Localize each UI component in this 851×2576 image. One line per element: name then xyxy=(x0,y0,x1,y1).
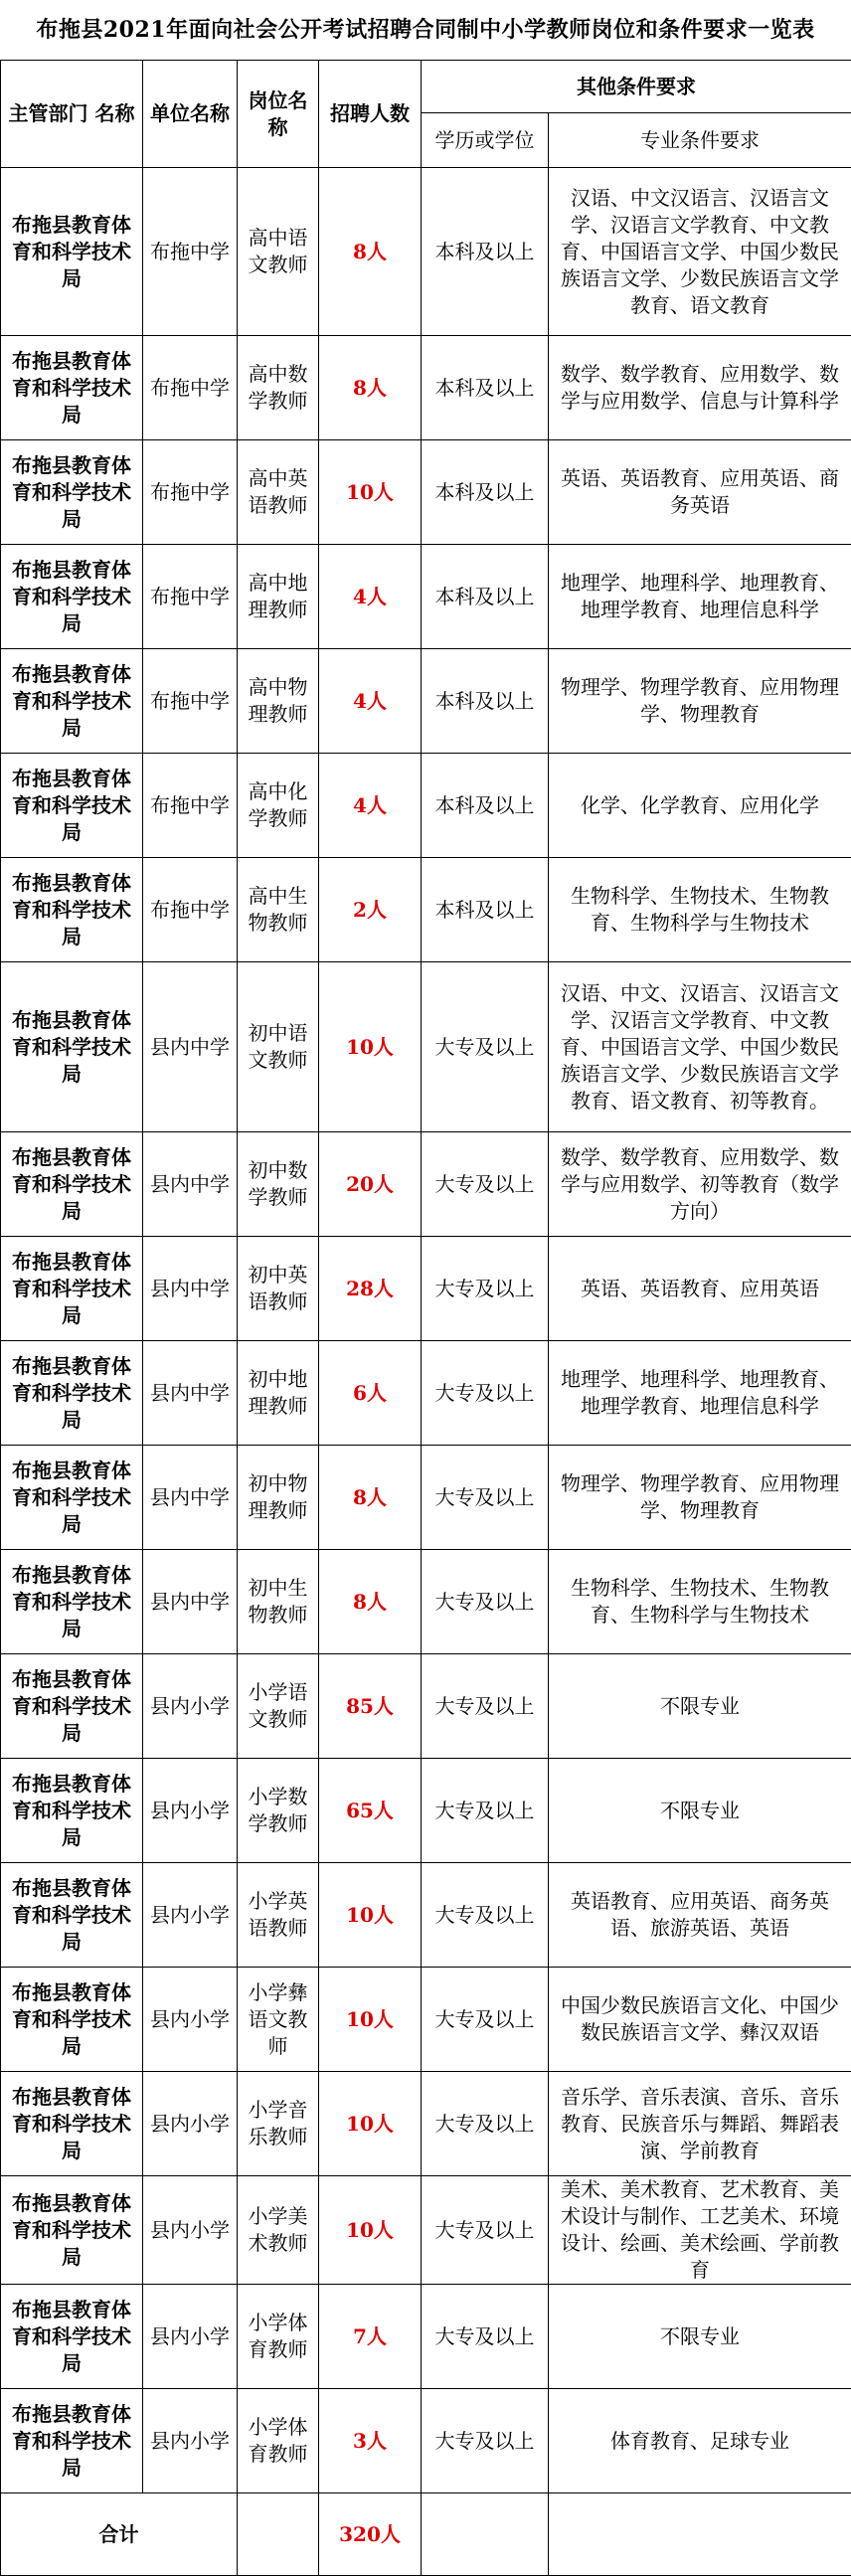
count-cell: 10人 xyxy=(319,962,422,1132)
edu-cell: 大专及以上 xyxy=(422,1550,549,1654)
major-cell: 化学、化学教育、应用化学 xyxy=(549,754,851,858)
major-cell: 英语教育、应用英语、商务英语、旅游英语、英语 xyxy=(549,1863,851,1968)
unit-cell: 县内中学 xyxy=(143,1550,238,1654)
dept-cell: 布拖县教育体育和科学技术局 xyxy=(1,2176,143,2285)
dept-cell: 布拖县教育体育和科学技术局 xyxy=(1,1654,143,1759)
total-label: 合计 xyxy=(1,2493,238,2576)
unit-cell: 布拖中学 xyxy=(143,858,238,962)
dept-cell: 布拖县教育体育和科学技术局 xyxy=(1,1550,143,1654)
table-body xyxy=(1,168,851,2493)
edu-cell: 大专及以上 xyxy=(422,1446,549,1550)
post-cell: 高中语文教师 xyxy=(238,168,319,336)
table-row xyxy=(1,858,851,962)
unit-cell: 布拖中学 xyxy=(143,754,238,858)
dept-cell: 布拖县教育体育和科学技术局 xyxy=(1,2389,143,2493)
post-cell: 初中地理教师 xyxy=(238,1341,319,1446)
unit-cell: 县内小学 xyxy=(143,1654,238,1759)
post-cell: 初中英语教师 xyxy=(238,1237,319,1341)
table-row xyxy=(1,1446,851,1550)
table-row xyxy=(1,1550,851,1654)
total-empty-major xyxy=(549,2493,851,2576)
post-cell: 小学美术教师 xyxy=(238,2176,319,2285)
post-cell: 高中生物教师 xyxy=(238,858,319,962)
count-cell: 3人 xyxy=(319,2389,422,2493)
unit-cell: 县内小学 xyxy=(143,2285,238,2389)
major-cell: 美术、美术教育、艺术教育、美术设计与制作、工艺美术、环境设计、绘画、美术绘画、学前教育 xyxy=(549,2176,851,2285)
count-cell: 8人 xyxy=(319,1550,422,1654)
unit-cell: 县内中学 xyxy=(143,962,238,1132)
count-cell: 10人 xyxy=(319,1863,422,1968)
major-cell: 不限专业 xyxy=(549,1759,851,1863)
edu-cell: 本科及以上 xyxy=(422,649,549,754)
dept-cell: 布拖县教育体育和科学技术局 xyxy=(1,858,143,962)
edu-cell: 本科及以上 xyxy=(422,168,549,336)
unit-cell: 县内小学 xyxy=(143,2176,238,2285)
major-cell: 汉语、中文汉语言、汉语言文学、汉语言文学教育、中文教育、中国语言文学、中国少数民族语言文学、少数民族语言文学教育、语文教育 xyxy=(549,168,851,336)
post-cell: 初中物理教师 xyxy=(238,1446,319,1550)
edu-cell: 大专及以上 xyxy=(422,2176,549,2285)
edu-cell: 大专及以上 xyxy=(422,1759,549,1863)
major-cell: 数学、数学教育、应用数学、数学与应用数学、初等教育（数学方向） xyxy=(549,1132,851,1237)
major-cell: 数学、数学教育、应用数学、数学与应用数学、信息与计算科学 xyxy=(549,336,851,440)
header-dept: 主管部门 名称 xyxy=(1,61,143,168)
edu-cell: 大专及以上 xyxy=(422,1341,549,1446)
count-cell: 10人 xyxy=(319,2072,422,2176)
count-cell: 10人 xyxy=(319,440,422,545)
major-cell: 地理学、地理科学、地理教育、地理学教育、地理信息科学 xyxy=(549,545,851,649)
count-cell: 6人 xyxy=(319,1341,422,1446)
table-row xyxy=(1,1132,851,1237)
edu-cell: 大专及以上 xyxy=(422,1132,549,1237)
edu-cell: 大专及以上 xyxy=(422,962,549,1132)
count-cell: 10人 xyxy=(319,2176,422,2285)
count-cell: 28人 xyxy=(319,1237,422,1341)
edu-cell: 本科及以上 xyxy=(422,858,549,962)
dept-cell: 布拖县教育体育和科学技术局 xyxy=(1,1237,143,1341)
page-title: 布拖县2021年面向社会公开考试招聘合同制中小学教师岗位和条件要求一览表 xyxy=(0,0,851,60)
major-cell: 中国少数民族语言文化、中国少数民族语言文学、彝汉双语 xyxy=(549,1968,851,2072)
edu-cell: 大专及以上 xyxy=(422,2389,549,2493)
recruitment-table xyxy=(0,60,851,2576)
dept-cell: 布拖县教育体育和科学技术局 xyxy=(1,1863,143,1968)
post-cell: 高中英语教师 xyxy=(238,440,319,545)
unit-cell: 县内中学 xyxy=(143,1237,238,1341)
count-cell: 20人 xyxy=(319,1132,422,1237)
major-cell: 英语、英语教育、应用英语 xyxy=(549,1237,851,1341)
major-cell: 不限专业 xyxy=(549,1654,851,1759)
table-row xyxy=(1,2285,851,2389)
unit-cell: 布拖中学 xyxy=(143,168,238,336)
table-row xyxy=(1,1863,851,1968)
header-post: 岗位名称 xyxy=(238,61,319,168)
major-cell: 生物科学、生物技术、生物教育、生物科学与生物技术 xyxy=(549,1550,851,1654)
unit-cell: 县内小学 xyxy=(143,2072,238,2176)
major-cell: 物理学、物理学教育、应用物理学、物理教育 xyxy=(549,649,851,754)
table-row xyxy=(1,1759,851,1863)
unit-cell: 布拖中学 xyxy=(143,440,238,545)
major-cell: 音乐学、音乐表演、音乐、音乐教育、民族音乐与舞蹈、舞蹈表演、学前教育 xyxy=(549,2072,851,2176)
dept-cell: 布拖县教育体育和科学技术局 xyxy=(1,2285,143,2389)
table-row xyxy=(1,1654,851,1759)
unit-cell: 布拖中学 xyxy=(143,649,238,754)
count-cell: 7人 xyxy=(319,2285,422,2389)
table-row xyxy=(1,649,851,754)
major-cell: 体育教育、足球专业 xyxy=(549,2389,851,2493)
table-row xyxy=(1,2072,851,2176)
total-row xyxy=(1,2493,851,2576)
edu-cell: 大专及以上 xyxy=(422,1863,549,1968)
edu-cell: 大专及以上 xyxy=(422,2285,549,2389)
post-cell: 初中生物教师 xyxy=(238,1550,319,1654)
dept-cell: 布拖县教育体育和科学技术局 xyxy=(1,962,143,1132)
edu-cell: 大专及以上 xyxy=(422,2072,549,2176)
edu-cell: 本科及以上 xyxy=(422,336,549,440)
post-cell: 小学音乐教师 xyxy=(238,2072,319,2176)
dept-cell: 布拖县教育体育和科学技术局 xyxy=(1,336,143,440)
post-cell: 高中数学教师 xyxy=(238,336,319,440)
count-cell: 85人 xyxy=(319,1654,422,1759)
dept-cell: 布拖县教育体育和科学技术局 xyxy=(1,1759,143,1863)
post-cell: 小学体育教师 xyxy=(238,2285,319,2389)
edu-cell: 本科及以上 xyxy=(422,754,549,858)
edu-cell: 本科及以上 xyxy=(422,545,549,649)
post-cell: 小学英语教师 xyxy=(238,1863,319,1968)
post-cell: 初中数学教师 xyxy=(238,1132,319,1237)
major-cell: 英语、英语教育、应用英语、商务英语 xyxy=(549,440,851,545)
edu-cell: 本科及以上 xyxy=(422,440,549,545)
total-empty-edu xyxy=(422,2493,549,2576)
unit-cell: 县内小学 xyxy=(143,2389,238,2493)
edu-cell: 大专及以上 xyxy=(422,1968,549,2072)
major-cell: 地理学、地理科学、地理教育、地理学教育、地理信息科学 xyxy=(549,1341,851,1446)
edu-cell: 大专及以上 xyxy=(422,1654,549,1759)
table-row xyxy=(1,1968,851,2072)
dept-cell: 布拖县教育体育和科学技术局 xyxy=(1,168,143,336)
post-cell: 小学数学教师 xyxy=(238,1759,319,1863)
table-row xyxy=(1,2176,851,2285)
post-cell: 高中物理教师 xyxy=(238,649,319,754)
total-empty-post xyxy=(238,2493,319,2576)
unit-cell: 布拖中学 xyxy=(143,336,238,440)
dept-cell: 布拖县教育体育和科学技术局 xyxy=(1,1968,143,2072)
header-major: 专业条件要求 xyxy=(549,113,851,168)
table-row xyxy=(1,1237,851,1341)
table-row xyxy=(1,336,851,440)
header-edu: 学历或学位 xyxy=(422,113,549,168)
dept-cell: 布拖县教育体育和科学技术局 xyxy=(1,1132,143,1237)
table-row xyxy=(1,168,851,336)
count-cell: 4人 xyxy=(319,754,422,858)
table-row xyxy=(1,1341,851,1446)
table-row xyxy=(1,962,851,1132)
unit-cell: 县内小学 xyxy=(143,1968,238,2072)
dept-cell: 布拖县教育体育和科学技术局 xyxy=(1,754,143,858)
post-cell: 小学彝语文教师 xyxy=(238,1968,319,2072)
count-cell: 65人 xyxy=(319,1759,422,1863)
unit-cell: 县内小学 xyxy=(143,1759,238,1863)
post-cell: 高中地理教师 xyxy=(238,545,319,649)
count-cell: 4人 xyxy=(319,545,422,649)
major-cell: 汉语、中文、汉语言、汉语言文学、汉语言文学教育、中文教育、中国语言文学、中国少数民族语言文学、少数民族语言文学教育、语文教育、初等教育。 xyxy=(549,962,851,1132)
total-count: 320人 xyxy=(319,2493,422,2576)
unit-cell: 布拖中学 xyxy=(143,545,238,649)
count-cell: 4人 xyxy=(319,649,422,754)
dept-cell: 布拖县教育体育和科学技术局 xyxy=(1,545,143,649)
count-cell: 8人 xyxy=(319,336,422,440)
dept-cell: 布拖县教育体育和科学技术局 xyxy=(1,649,143,754)
dept-cell: 布拖县教育体育和科学技术局 xyxy=(1,1446,143,1550)
post-cell: 小学语文教师 xyxy=(238,1654,319,1759)
count-cell: 8人 xyxy=(319,1446,422,1550)
header-row xyxy=(1,61,851,113)
major-cell: 物理学、物理学教育、应用物理学、物理教育 xyxy=(549,1446,851,1550)
count-cell: 2人 xyxy=(319,858,422,962)
unit-cell: 县内中学 xyxy=(143,1341,238,1446)
table-row xyxy=(1,545,851,649)
table-row xyxy=(1,2389,851,2493)
count-cell: 8人 xyxy=(319,168,422,336)
major-cell: 生物科学、生物技术、生物教育、生物科学与生物技术 xyxy=(549,858,851,962)
table-row xyxy=(1,754,851,858)
header-unit: 单位名称 xyxy=(143,61,238,168)
header-count: 招聘人数 xyxy=(319,61,422,168)
count-cell: 10人 xyxy=(319,1968,422,2072)
post-cell: 高中化学教师 xyxy=(238,754,319,858)
unit-cell: 县内小学 xyxy=(143,1863,238,1968)
unit-cell: 县内中学 xyxy=(143,1132,238,1237)
post-cell: 初中语文教师 xyxy=(238,962,319,1132)
edu-cell: 大专及以上 xyxy=(422,1237,549,1341)
header-other: 其他条件要求 xyxy=(422,61,851,113)
table-row xyxy=(1,440,851,545)
unit-cell: 县内中学 xyxy=(143,1446,238,1550)
major-cell: 不限专业 xyxy=(549,2285,851,2389)
dept-cell: 布拖县教育体育和科学技术局 xyxy=(1,2072,143,2176)
dept-cell: 布拖县教育体育和科学技术局 xyxy=(1,440,143,545)
post-cell: 小学体育教师 xyxy=(238,2389,319,2493)
dept-cell: 布拖县教育体育和科学技术局 xyxy=(1,1341,143,1446)
